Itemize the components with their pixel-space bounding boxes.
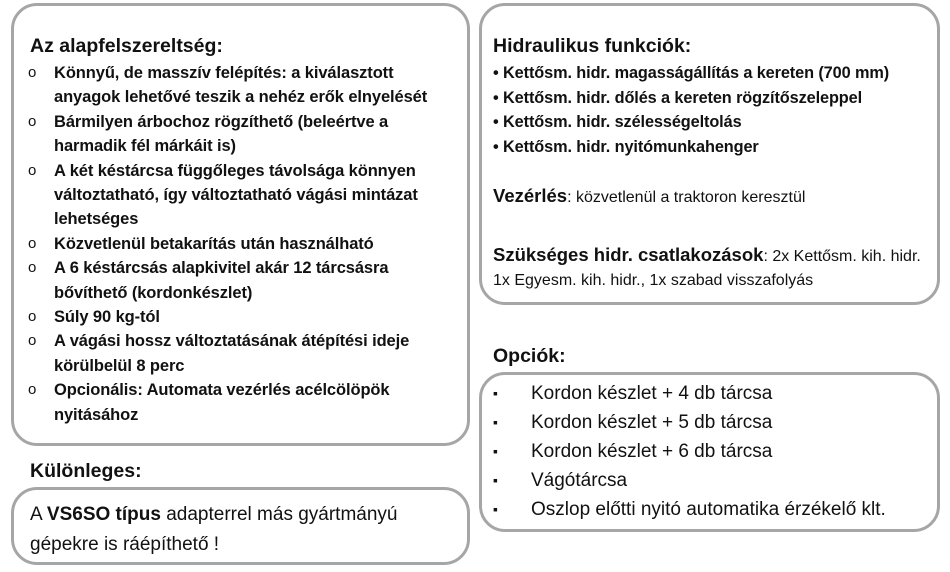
circle-bullet-icon: o — [28, 161, 37, 179]
basic-equipment-heading: Az alapfelszereltség: — [30, 35, 223, 57]
hydraulic-functions-heading: Hidraulikus funkciók: — [493, 35, 692, 57]
control-paragraph — [493, 184, 933, 210]
circle-bullet-icon: o — [28, 234, 37, 252]
circle-bullet-icon: o — [28, 112, 37, 130]
square-bullet-icon: ▪ — [493, 414, 498, 430]
hydraulic-item: • Kettősm. hidr. nyitómunkahenger — [493, 137, 759, 156]
basic-item-text: Súly 90 kg-tól — [54, 308, 160, 327]
circle-bullet-icon: o — [28, 332, 37, 350]
basic-item — [24, 61, 464, 110]
square-bullet-icon: ▪ — [493, 385, 498, 401]
basic-item — [24, 305, 464, 329]
hydraulic-functions-list — [493, 61, 938, 159]
square-bullet-icon: ▪ — [493, 443, 498, 459]
option-item — [493, 466, 938, 495]
basic-item — [24, 329, 464, 378]
square-bullet-icon: ▪ — [493, 501, 498, 517]
basic-equipment-list — [24, 61, 464, 427]
hydraulic-item: • Kettősm. hidr. dőlés a kereten rögzítőszeleppel — [493, 88, 863, 107]
control-label: Vezérlés — [493, 185, 568, 206]
options-heading: Opciók: — [493, 345, 566, 367]
connections-text: : 2x Kettősm. kih. hidr. 1x Egyesm. kih. hidr., 1x szabad visszafolyás — [493, 248, 921, 289]
basic-item — [24, 378, 464, 427]
basic-item — [24, 232, 464, 256]
hydraulic-item: • Kettősm. hidr. magasságállítás a kereten (700 mm) — [493, 64, 890, 82]
option-item-text: Oszlop előtti nyitó automatika érzékelő klt. — [531, 499, 886, 520]
option-item-text: Vágótárcsa — [531, 470, 628, 491]
option-item-text: Kordon készlet + 4 db tárcsa — [531, 383, 773, 404]
special-text-after: adapterrel más gyártmányú gépekre is ráépíthető ! — [30, 504, 398, 555]
circle-bullet-icon: o — [28, 308, 37, 326]
basic-item-text: Bármilyen árbochoz rögzíthető (beleértve a harmadik fél márkáit is) — [54, 112, 389, 156]
option-item — [493, 495, 938, 524]
basic-item-text: Opcionális: Automata vezérlés acélcölöpök nyitásához — [54, 381, 390, 424]
special-type-name: VS6SO típus — [46, 504, 161, 525]
basic-item-text: A 6 késtárcsás alapkivitel akár 12 tárcsásra bővíthető (kordonkészlet) — [54, 259, 389, 302]
option-item — [493, 408, 938, 437]
option-item — [493, 437, 938, 466]
connections-label: Szükséges hidr. csatlakozások — [493, 244, 764, 265]
basic-item — [24, 110, 464, 159]
basic-item-text: A két késtárcsa függőleges távolsága könnyen változtatható, így változtatható vágási mintázat lehetséges — [54, 161, 418, 229]
square-bullet-icon: ▪ — [493, 472, 498, 488]
basic-item-text: Közvetlenül betakarítás után használható — [54, 234, 374, 253]
control-text: : közvetlenül a traktoron keresztül — [567, 189, 806, 206]
hydraulic-item: • Kettősm. hidr. szélességeltolás — [493, 113, 742, 132]
connections-paragraph — [493, 243, 933, 293]
options-list — [493, 379, 938, 524]
special-heading: Különleges: — [30, 460, 142, 482]
basic-item — [24, 159, 464, 232]
circle-bullet-icon: o — [28, 64, 37, 81]
option-item-text: Kordon készlet + 5 db tárcsa — [531, 412, 773, 433]
special-text-before: A — [30, 504, 47, 525]
option-item — [493, 379, 938, 408]
circle-bullet-icon: o — [28, 259, 37, 277]
basic-item-text: Könnyű, de masszív felépítés: a kiválasztott anyagok lehetővé teszik a nehéz erők elnyelését — [54, 64, 428, 107]
circle-bullet-icon: o — [28, 381, 37, 399]
special-text — [30, 500, 460, 560]
option-item-text: Kordon készlet + 6 db tárcsa — [531, 441, 773, 462]
basic-item — [24, 256, 464, 305]
basic-item-text: A vágási hossz változtatásának átépítési ideje körülbelül 8 perc — [54, 332, 410, 375]
